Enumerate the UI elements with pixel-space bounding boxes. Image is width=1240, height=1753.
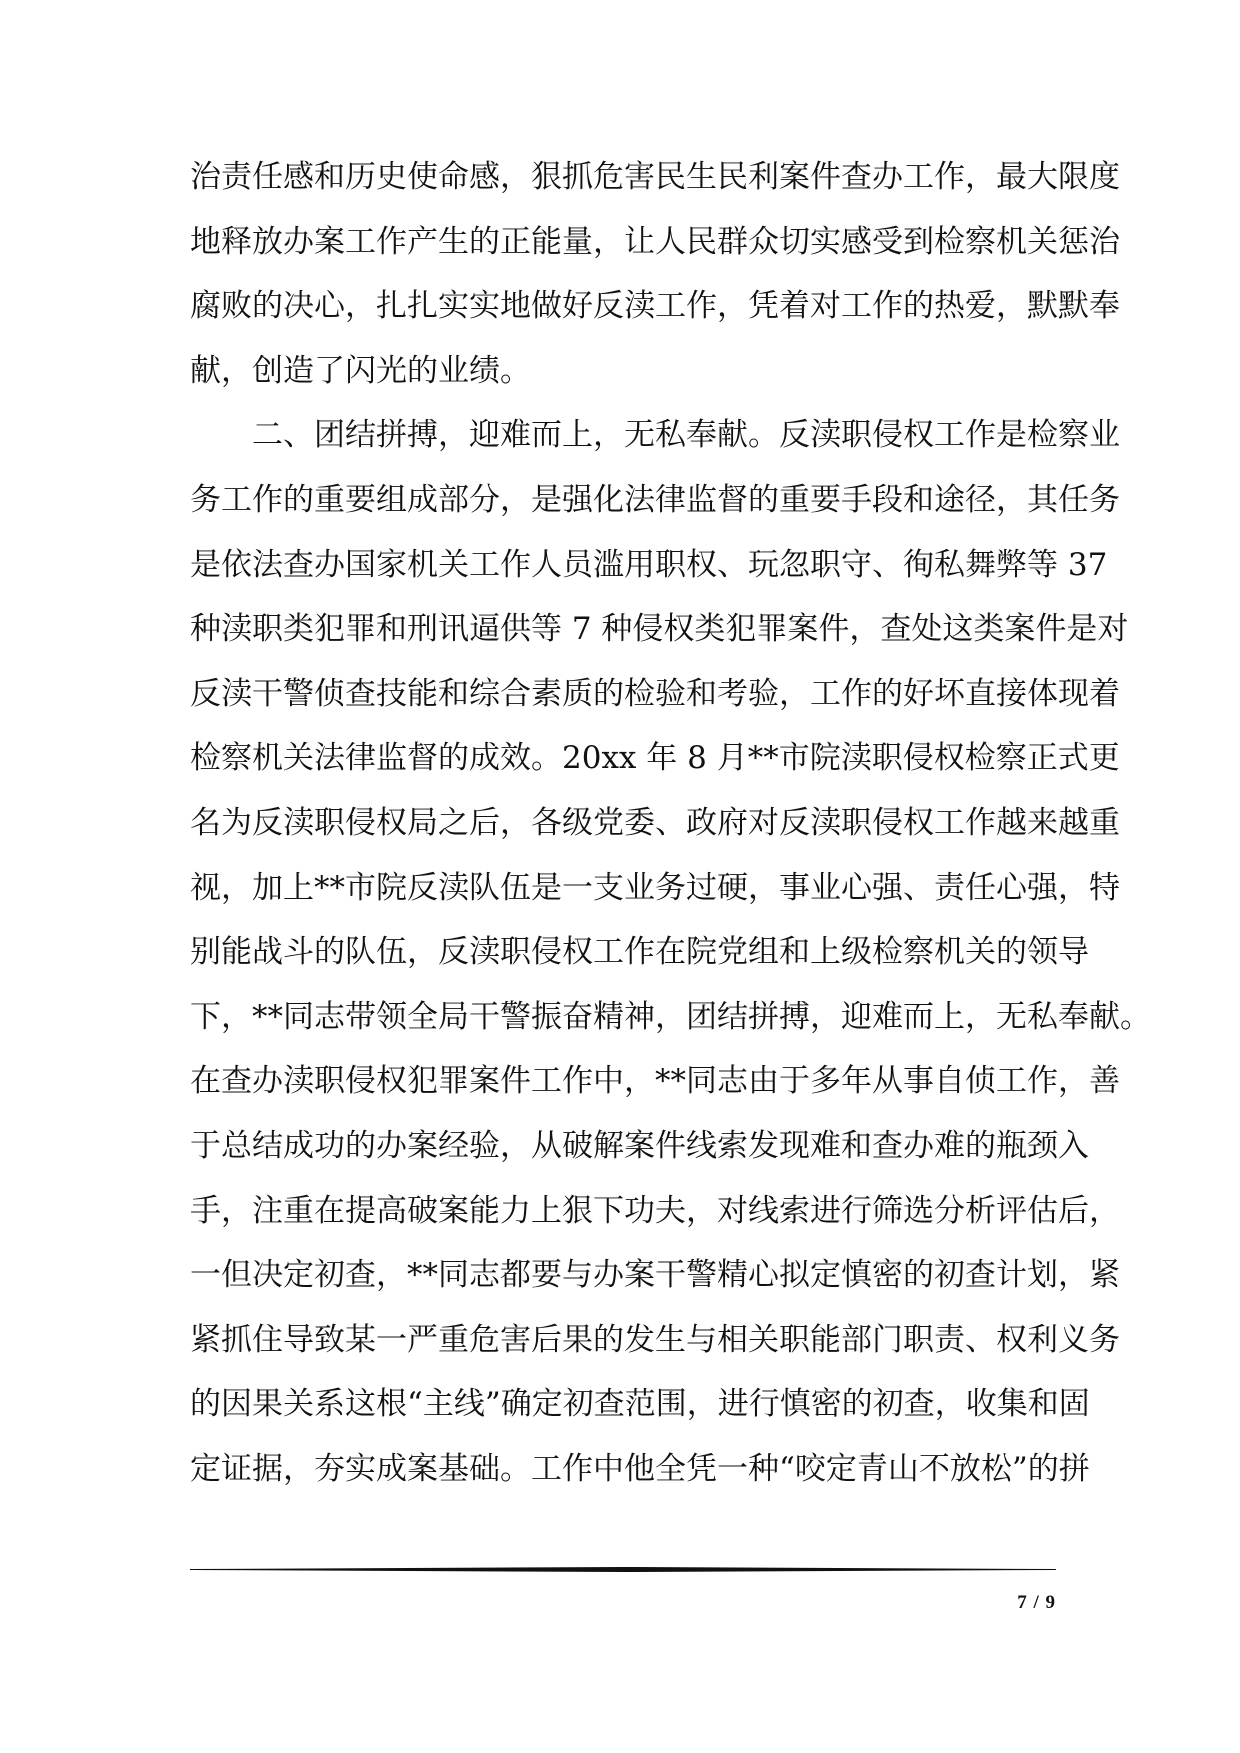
text-line: 手，注重在提高破案能力上狠下功夫，对线索进行筛选分析评估后，	[190, 1192, 1120, 1229]
page-number: 7 / 9	[1017, 1592, 1056, 1613]
text-line: 紧抓住导致某一严重危害后果的发生与相关职能部门职责、权利义务	[190, 1321, 1120, 1358]
text-line: 的因果关系这根“主线”确定初查范围，进行慎密的初查，收集和固	[190, 1386, 1090, 1423]
text-line: 献，创造了闪光的业绩。	[190, 352, 531, 389]
text-line: 反渎干警侦查技能和综合素质的检验和考验，工作的好坏直接体现着	[190, 675, 1120, 712]
text-line: 腐败的决心，扎扎实实地做好反渎工作，凭着对工作的热爱，默默奉	[190, 288, 1120, 325]
text-line: 视，加上**市院反渎队伍是一支业务过硬，事业心强、责任心强，特	[190, 869, 1120, 906]
body-text	[190, 145, 1151, 1501]
text-line: 治责任感和历史使命感，狠抓危害民生民利案件查办工作，最大限度	[190, 159, 1120, 195]
text-line: 种渎职类犯罪和刑讯逼供等 7 种侵权类犯罪案件，查处这类案件是对	[190, 611, 1129, 648]
text-line: 是依法查办国家机关工作人员滥用职权、玩忽职守、徇私舞弊等 37	[190, 546, 1108, 583]
text-line: 在查办渎职侵权犯罪案件工作中，**同志由于多年从事自侦工作，善	[190, 1063, 1120, 1100]
text-line: 名为反渎职侵权局之后，各级党委、政府对反渎职侵权工作越来越重	[190, 804, 1120, 841]
text-line: 地释放办案工作产生的正能量，让人民群众切实感受到检察机关惩治	[190, 223, 1120, 260]
text-line: 一但决定初查，**同志都要与办案干警精心拟定慎密的初查计划，紧	[190, 1257, 1120, 1294]
paragraph-first-line: 二、团结拼搏，迎难而上，无私奉献。反渎职侵权工作是检察业	[252, 417, 1120, 454]
footer-divider	[190, 1567, 1056, 1572]
text-line: 检察机关法律监督的成效。20xx 年 8 月**市院渎职侵权检察正式更	[190, 740, 1120, 777]
text-line: 于总结成功的办案经验，从破解案件线索发现难和查办难的瓶颈入	[190, 1127, 1089, 1164]
text-line: 定证据，夯实成案基础。工作中他全凭一种“咬定青山不放松”的拼	[190, 1450, 1090, 1487]
text-line: 别能战斗的队伍，反渎职侵权工作在院党组和上级检察机关的领导	[190, 934, 1089, 971]
text-line: 务工作的重要组成部分，是强化法律监督的重要手段和途径，其任务	[190, 481, 1120, 518]
text-line: 下，**同志带领全局干警振奋精神，团结拼搏，迎难而上，无私奉献。	[190, 998, 1151, 1035]
